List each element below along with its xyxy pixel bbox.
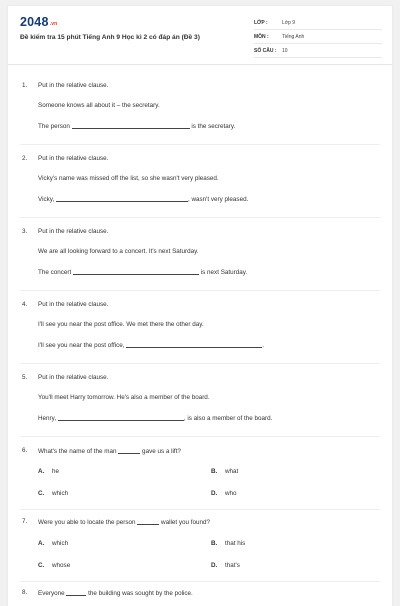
divider <box>20 436 380 437</box>
option-7-a[interactable]: A. which <box>38 540 69 547</box>
question-3-answer: The concert is next Saturday. <box>38 269 248 276</box>
divider <box>20 509 380 510</box>
option-6-a[interactable]: A. he <box>38 468 60 475</box>
question-5-answer: Henry, , is also a member of the board. <box>38 415 273 422</box>
question-4-answer: I'll see you near the post office, . <box>38 342 264 349</box>
option-7-b[interactable]: B. that his <box>211 540 246 547</box>
divider <box>20 217 380 218</box>
meta-question-count: SỐ CÂU : 10 <box>254 44 382 58</box>
meta-subject: MÔN : Tiếng Anh <box>254 30 382 44</box>
question-3-sentence: We are all looking forward to a concert. It's next Saturday. <box>38 248 199 255</box>
divider <box>20 290 380 291</box>
document-meta <box>254 16 382 58</box>
document-page: 2048.vn Đề kiểm tra 15 phút Tiếng Anh 9 Học kì 2 có đáp án (Đề 3) LỚP : Lớp 9 MÔN : Tiếng Anh SỐ CÂU : 10 1. Put in the relative clause. Someone knows all about it – the secretary. The person is the secretary. 2. Put in the relative clause. Vicky's name was missed off the list, so she wasn't very pleased. Vicky, , wasn't very pleased. 3. Put in the relative clause. We are all looking forward to a concert. It's next Saturday. The concert is next Saturday. 4. Put in the relative clause. I'll see you near the post office. We met there the other day. I'll see you near the post office, . 5. Put in the relative clause. You'll meet Harry tomorrow. He's also a member of the board. Henry, , is also a member of the board. 6. What's the name of the man gave us a lift? A. he B. what C. which D. who 7. Were you able to locate the person wallet you found? A. which B. that his C. whose D. that's 8. Everyone the building was sought by the police. <box>8 6 392 606</box>
option-6-b[interactable]: B. what <box>211 468 239 475</box>
answer-blank[interactable] <box>72 122 190 129</box>
answer-blank[interactable] <box>56 195 188 202</box>
answer-blank[interactable] <box>118 447 140 454</box>
option-6-c[interactable]: C. which <box>38 490 69 497</box>
meta-class: LỚP : Lớp 9 <box>254 16 382 30</box>
divider <box>20 581 380 582</box>
question-1-answer: The person is the secretary. <box>38 123 236 130</box>
question-4-sentence: I'll see you near the post office. We met there the other day. <box>38 321 204 328</box>
option-6-d[interactable]: D. who <box>211 490 237 497</box>
question-5-sentence: You'll meet Harry tomorrow. He's also a member of the board. <box>38 394 210 401</box>
site-logo[interactable]: 2048.vn <box>20 15 58 29</box>
answer-blank[interactable] <box>58 414 184 421</box>
question-2-sentence: Vicky's name was missed off the list, so she wasn't very pleased. <box>38 175 219 182</box>
answer-blank[interactable] <box>137 518 159 525</box>
answer-blank[interactable] <box>66 589 86 596</box>
divider <box>20 363 380 364</box>
option-7-c[interactable]: C. whose <box>38 562 71 569</box>
question-2-answer: Vicky, , wasn't very pleased. <box>38 196 249 203</box>
answer-blank[interactable] <box>73 268 199 275</box>
divider <box>20 144 380 145</box>
document-header <box>8 6 392 65</box>
option-7-d[interactable]: D. that's <box>211 562 240 569</box>
answer-blank[interactable] <box>126 341 262 348</box>
question-1-sentence: Someone knows all about it – the secretary. <box>38 102 160 109</box>
document-title: Đề kiểm tra 15 phút Tiếng Anh 9 Học kì 2 có đáp án (Đề 3) <box>20 34 200 41</box>
